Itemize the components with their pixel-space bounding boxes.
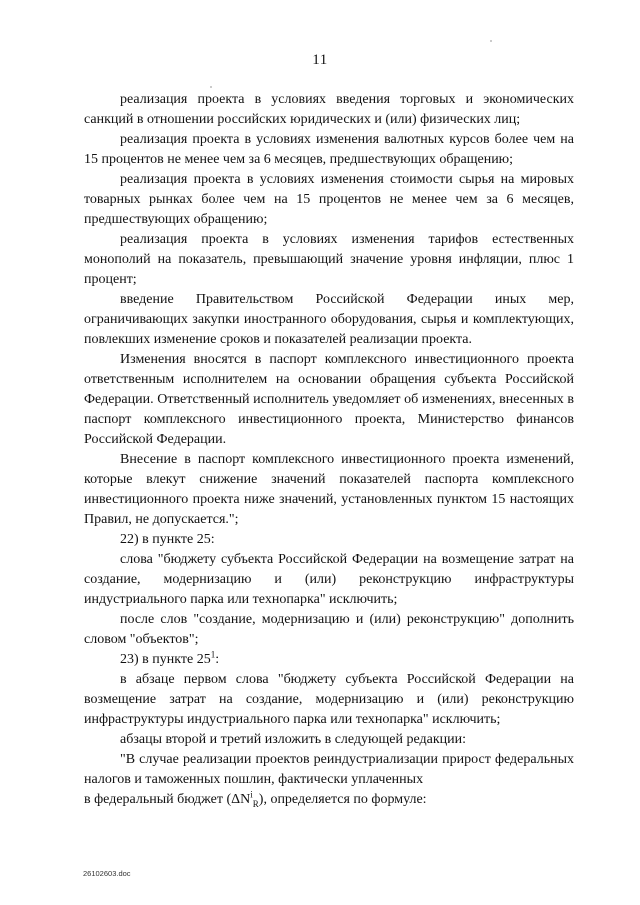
formula-sup: i [250, 789, 253, 800]
item-23-sup: 1 [210, 649, 216, 660]
formula-line-before: в федеральный бюджет ( [84, 792, 232, 807]
page-number: 11 [312, 52, 328, 68]
item-23-colon: : [215, 652, 220, 667]
formula-line-after: ), определяется по формуле: [258, 792, 427, 807]
paragraph-formula-line [84, 790, 574, 814]
paragraph-currency: реализация проекта в условиях изменения валютных курсов более чем на 15 процентов не менее чем за 6 месяцев, предшествующих обращению; [84, 132, 574, 167]
paragraph-tariffs: реализация проекта в условиях изменения тарифов естественных монополий на показатель, превышающий значение уровня инфляции, плюс 1 процент; [84, 232, 574, 287]
document-body [84, 90, 574, 814]
paragraph-government-measures: введение Правительством Российской Федерации иных мер, ограничивающих закупки иностранного оборудования, сырья и комплектующих, повлекших изменение сроков и показателей реализации проекта. [84, 292, 574, 347]
item-23-text: 23) в пункте 25 [120, 652, 211, 667]
paragraph-changes: Изменения вносятся в паспорт комплексного инвестиционного проекта ответственным исполнителем на основании обращения субъекта Российской Федерации. Ответственный исполнитель уведомляет об изменениях, внесенных в паспорт комплексного инвестиционного проекта, Министерство финансов Российской Федерации. [84, 352, 574, 447]
item-22-heading: 22) в пункте 25: [120, 532, 215, 547]
scan-speck [490, 40, 492, 42]
footer-filename: 26102603.doc [83, 869, 131, 878]
paragraph-sanctions: реализация проекта в условиях введения торговых и экономических санкций в отношении российских юридических и (или) физических лиц; [84, 92, 574, 127]
item-23-heading [84, 650, 574, 670]
formula-sub: R [252, 798, 259, 809]
paragraph-raw-materials: реализация проекта в условиях изменения стоимости сырья на мировых товарных рынках более чем на 15 процентов не менее чем за 6 месяцев, предшествующих обращению; [84, 172, 574, 227]
scan-speck [210, 86, 212, 88]
formula-symbol: ΔN [231, 792, 251, 807]
paragraph-words-exclude: слова "бюджету субъекта Российской Федерации на возмещение затрат на создание, модернизацию и (или) реконструкцию инфраструктуры индустриального парка или технопарка" исключить; [84, 552, 574, 607]
paragraph-not-allowed: Внесение в паспорт комплексного инвестиционного проекта изменений, которые влекут снижение значений показателей паспорта комплексного инвестиционного проекта ниже значений, установленных пунктом 15 настоящих Правил, не допускается."; [84, 452, 574, 527]
paragraph-add-word: после слов "создание, модернизацию и (или) реконструкцию" дополнить словом "объектов"; [84, 612, 574, 647]
paragraph-first-abzac: в абзаце первом слова "бюджету субъекта Российской Федерации на возмещение затрат на создание, модернизацию и (или) реконструкцию инфраструктуры индустриального парка или технопарка" исключить; [84, 672, 574, 727]
paragraph-second-third: абзацы второй и третий изложить в следующей редакции: [120, 732, 467, 747]
paragraph-reindustrialization: "В случае реализации проектов реиндустриализации прирост федеральных налогов и таможенных пошлин, фактически уплаченных [84, 752, 574, 787]
